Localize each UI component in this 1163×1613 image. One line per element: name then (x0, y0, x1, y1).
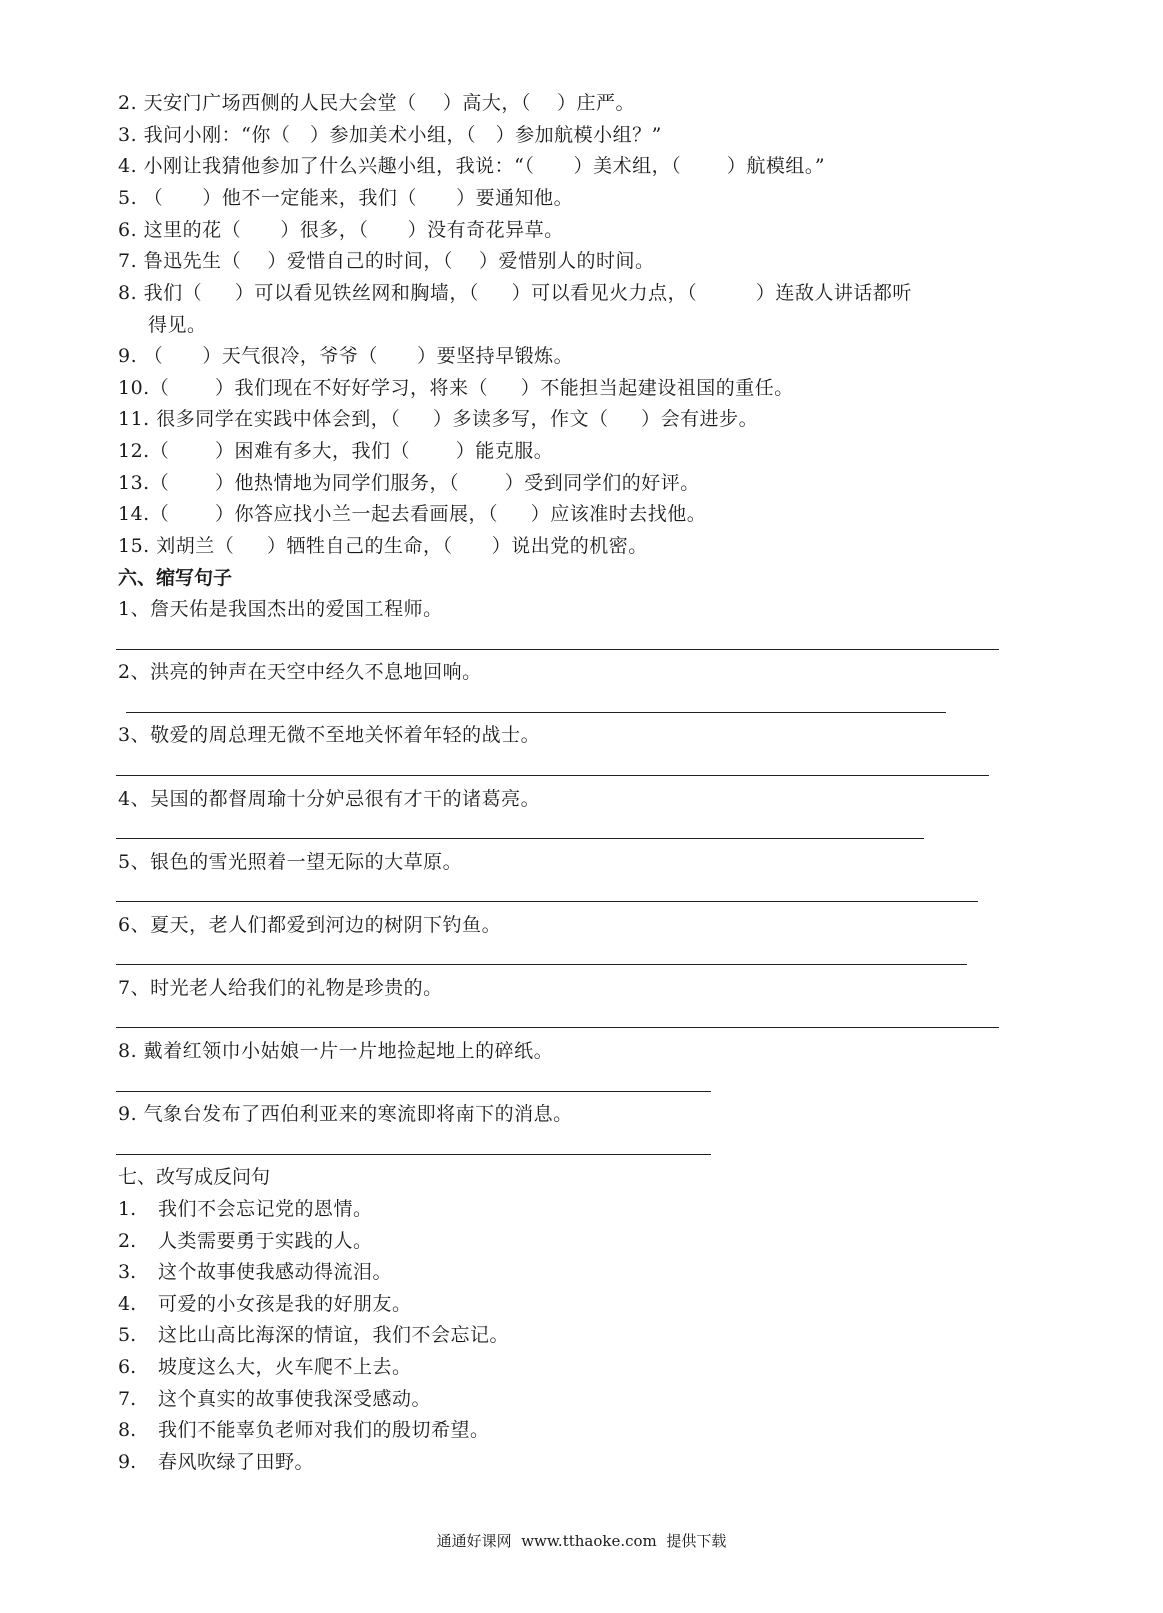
rhetorical-item-9: 春风吹绿了田野。 (158, 1451, 315, 1473)
fill-item-5: 5. （ ）他不一定能来，我们（ ）要通知他。 (118, 187, 574, 209)
shorten-item-2: 2、洪亮的钟声在天空中经久不息地回响。 (118, 661, 482, 683)
question-number: 5. (118, 1324, 137, 1346)
shorten-item-7: 7、时光老人给我们的礼物是珍贵的。 (118, 977, 443, 999)
fill-item-3: 3. 我问小刚：“你（ ）参加美术小组，（ ）参加航模小组？” (118, 124, 662, 146)
answer-line (116, 1027, 999, 1028)
question-number: 2. (118, 1230, 137, 1252)
section-6-heading: 六、缩写句子 (118, 567, 233, 589)
rhetorical-item-4: 可爱的小女孩是我的好朋友。 (158, 1293, 412, 1315)
fill-item-8-cont: 得见。 (148, 314, 207, 336)
fill-item-14: 14.（ ）你答应找小兰一起去看画展，（ ）应该准时去找他。 (118, 503, 707, 525)
answer-line (116, 901, 978, 902)
question-number: 8. (118, 1419, 137, 1441)
rhetorical-item-1: 我们不会忘记党的恩情。 (158, 1198, 373, 1220)
fill-item-4: 4. 小刚让我猜他参加了什么兴趣小组，我说：“（ ）美术组，（ ）航模组。” (118, 155, 826, 177)
fill-item-11: 11. 很多同学在实践中体会到，（ ）多读多写，作文（ ）会有进步。 (118, 408, 759, 430)
fill-item-9: 9. （ ）天气很冷，爷爷（ ）要坚持早锻炼。 (118, 345, 574, 367)
rhetorical-item-5: 这比山高比海深的情谊，我们不会忘记。 (158, 1324, 510, 1346)
page-footer: 通通好课网 www.tthaoke.com 提供下载 (436, 1532, 727, 1550)
answer-line (116, 1091, 711, 1092)
answer-line (126, 712, 946, 713)
question-number: 6. (118, 1356, 137, 1378)
answer-line (116, 649, 999, 650)
answer-line (116, 775, 989, 776)
answer-line (116, 964, 967, 965)
fill-item-13: 13.（ ）他热情地为同学们服务，（ ）受到同学们的好评。 (118, 472, 700, 494)
fill-item-2: 2. 天安门广场西侧的人民大会堂（ ）高大，（ ）庄严。 (118, 92, 635, 114)
shorten-item-8: 8. 戴着红领巾小姑娘一片一片地捡起地上的碎纸。 (118, 1040, 554, 1062)
answer-line (116, 838, 924, 839)
shorten-item-5: 5、银色的雪光照着一望无际的大草原。 (118, 851, 463, 873)
rhetorical-item-6: 坡度这么大，火车爬不上去。 (158, 1356, 412, 1378)
question-number: 4. (118, 1293, 137, 1315)
fill-item-12: 12.（ ）困难有多大，我们（ ）能克服。 (118, 440, 554, 462)
shorten-item-1: 1、詹天佑是我国杰出的爱国工程师。 (118, 598, 443, 620)
fill-item-7: 7. 鲁迅先生（ ）爱惜自己的时间，（ ）爱惜别人的时间。 (118, 250, 655, 272)
rhetorical-item-7: 这个真实的故事使我深受感动。 (158, 1388, 432, 1410)
rhetorical-item-3: 这个故事使我感动得流泪。 (158, 1261, 393, 1283)
question-number: 7. (118, 1388, 137, 1410)
fill-item-10: 10.（ ）我们现在不好好学习，将来（ ）不能担当起建设祖国的重任。 (118, 377, 794, 399)
section-7-heading: 七、改写成反问句 (118, 1166, 271, 1188)
shorten-item-4: 4、吴国的都督周瑜十分妒忌很有才干的诸葛亮。 (118, 788, 541, 810)
fill-item-6: 6. 这里的花（ ）很多，（ ）没有奇花异草。 (118, 219, 564, 241)
fill-item-8: 8. 我们（ ）可以看见铁丝网和胸墙，（ ）可以看见火力点，（ ）连敌人讲话都听 (118, 282, 912, 304)
shorten-item-9: 9. 气象台发布了西伯利亚来的寒流即将南下的消息。 (118, 1103, 573, 1125)
rhetorical-item-2: 人类需要勇于实践的人。 (158, 1230, 373, 1252)
question-number: 3. (118, 1261, 137, 1283)
question-number: 9. (118, 1451, 137, 1473)
answer-line (116, 1154, 711, 1155)
rhetorical-item-8: 我们不能辜负老师对我们的殷切希望。 (158, 1419, 490, 1441)
shorten-item-3: 3、敬爱的周总理无微不至地关怀着年轻的战士。 (118, 724, 541, 746)
shorten-item-6: 6、夏天，老人们都爱到河边的树阴下钓鱼。 (118, 914, 502, 936)
fill-item-15: 15. 刘胡兰（ ）牺牲自己的生命，（ ）说出党的机密。 (118, 535, 648, 557)
question-number: 1. (118, 1198, 137, 1220)
